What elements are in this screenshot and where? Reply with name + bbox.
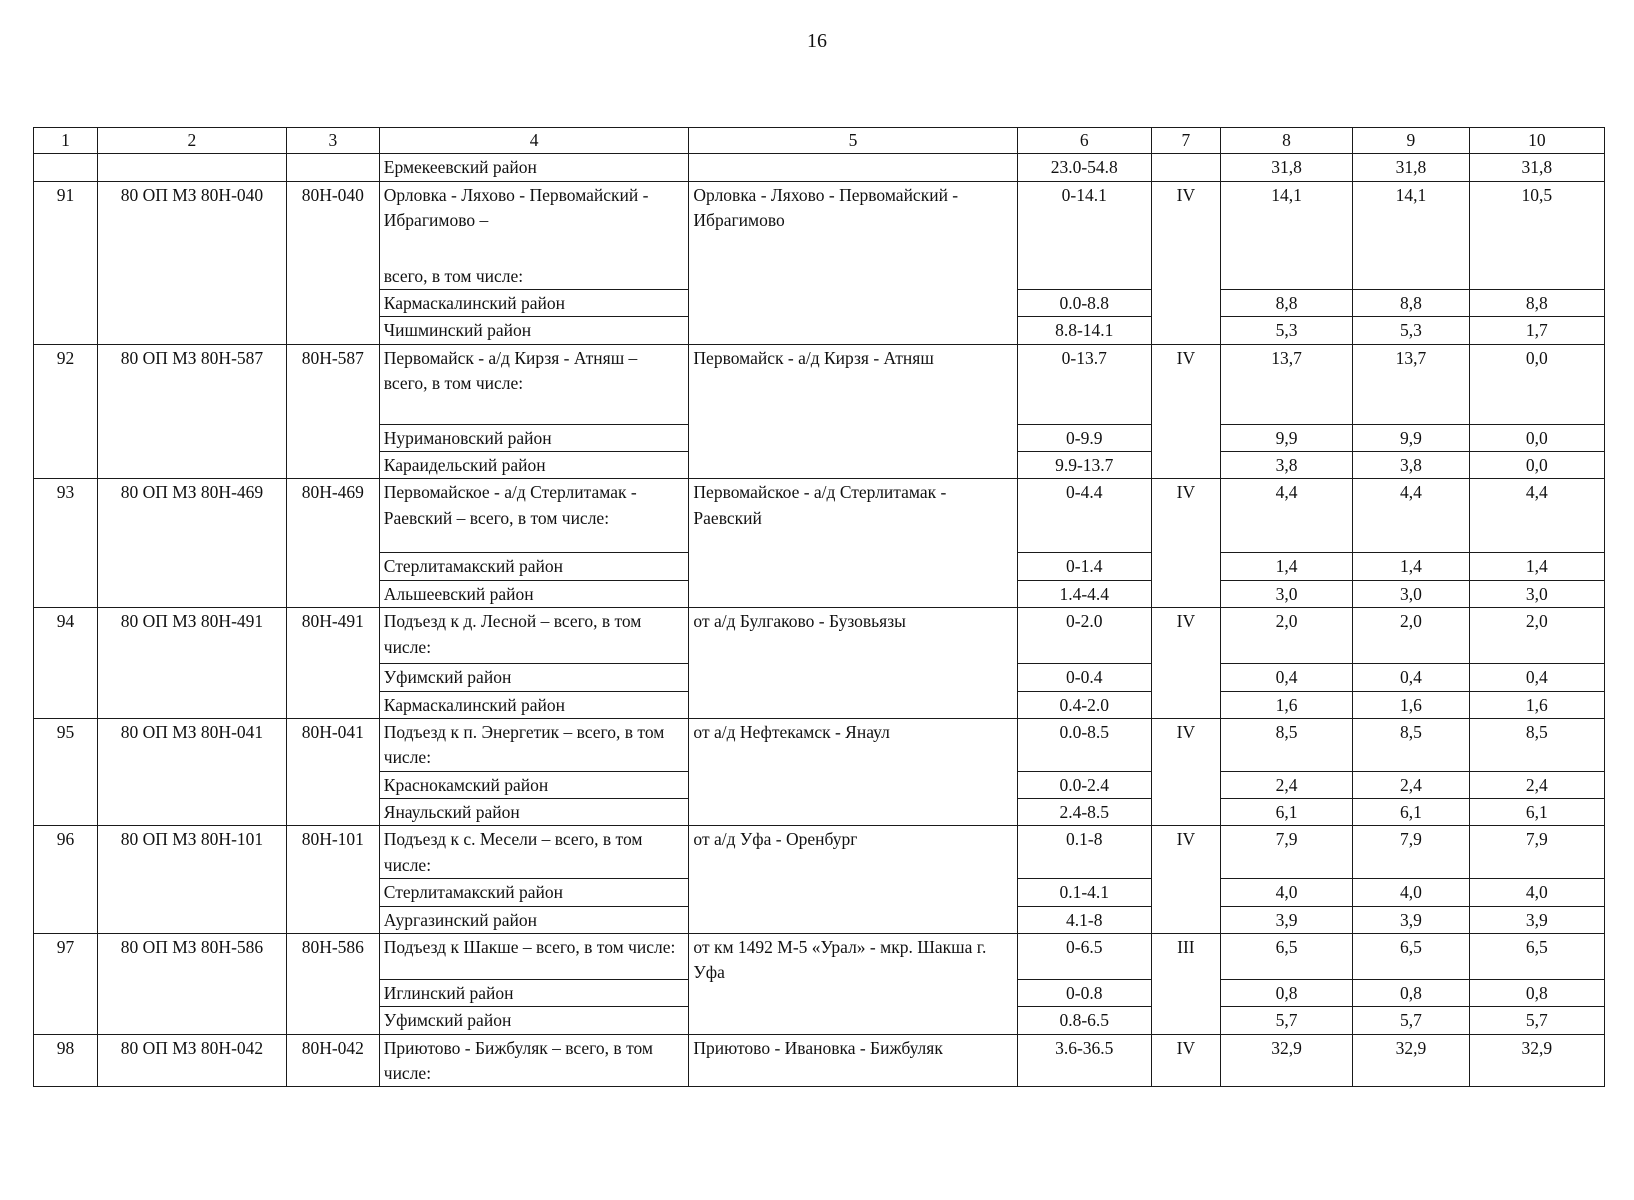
value-10: 32,9 [1469,1034,1604,1087]
table-row [34,1034,1605,1087]
road-id: 80 ОП МЗ 80Н-491 [97,608,286,719]
km-range: 0-14.1 [1017,181,1151,289]
value-9: 13,7 [1353,344,1470,424]
road-route: от а/д Нефтекамск - Янаул [689,718,1017,826]
district-name: Альшеевский район [379,580,689,607]
road-category: IV [1151,181,1220,344]
road-route: Первомайск - а/д Кирзя - Атняш [689,344,1017,479]
road-id: 80 ОП МЗ 80Н-040 [97,181,286,344]
km-range: 0-4.4 [1017,479,1151,553]
road-route: от а/д Уфа - Оренбург [689,826,1017,934]
value-8: 7,9 [1220,826,1352,879]
value-9: 31,8 [1353,154,1470,181]
road-code: 80Н-041 [286,718,379,826]
value-10: 4,4 [1469,479,1604,553]
value-10: 6,1 [1469,799,1604,826]
road-id: 80 ОП МЗ 80Н-469 [97,479,286,608]
road-code: 80Н-586 [286,933,379,1034]
district-name: Нуримановский район [379,424,689,451]
road-name-text: Орловка - Ляхово - Первомайский - Ибрагимово – [383,184,649,231]
value-9: 8,5 [1353,718,1470,771]
value-9: 1,6 [1353,691,1470,718]
district-name: Иглинский район [379,979,689,1006]
roads-table [33,127,1605,1087]
road-category: IV [1151,479,1220,608]
road-id: 80 ОП МЗ 80Н-101 [97,826,286,934]
km-range: 0.0-8.5 [1017,718,1151,771]
value-9: 2,0 [1353,608,1470,664]
road-category: IV [1151,826,1220,934]
value-9: 3,8 [1353,452,1470,479]
road-name [379,933,689,979]
value-9: 7,9 [1353,826,1470,879]
district-name: Уфимский район [379,664,689,691]
value-10: 0,0 [1469,424,1604,451]
value-10: 0,0 [1469,344,1604,424]
road-code: 80Н-040 [286,181,379,344]
value-9: 1,4 [1353,553,1470,580]
km-range: 0-13.7 [1017,344,1151,424]
table-row [34,826,1605,879]
value-8: 1,4 [1220,553,1352,580]
value-10: 8,8 [1469,289,1604,316]
value-8: 0,8 [1220,979,1352,1006]
value-8: 2,4 [1220,771,1352,798]
value-10: 7,9 [1469,826,1604,879]
value-10: 2,4 [1469,771,1604,798]
row-number: 92 [34,344,98,479]
row-number: 95 [34,718,98,826]
road-route: Первомайское - а/д Стерлитамак - Раевский [689,479,1017,608]
road-name [379,608,689,664]
value-9: 5,7 [1353,1007,1470,1034]
km-range: 1.4-4.4 [1017,580,1151,607]
road-name [379,181,689,289]
district-name: Ермекеевский район [379,154,689,181]
district-name: Стерлитамакский район [379,879,689,906]
road-code: 80Н-491 [286,608,379,719]
value-10: 10,5 [1469,181,1604,289]
km-range: 0.8-6.5 [1017,1007,1151,1034]
district-name: Краснокамский район [379,771,689,798]
road-name-text: Первомайск - а/д Кирзя - Атняш – всего, в том числе: [383,347,638,393]
value-8: 2,0 [1220,608,1352,664]
road-code: 80Н-469 [286,479,379,608]
table-row [34,344,1605,424]
row-number: 98 [34,1034,98,1087]
km-range: 8.8-14.1 [1017,317,1151,344]
km-range: 9.9-13.7 [1017,452,1151,479]
value-8: 8,8 [1220,289,1352,316]
row-number: 91 [34,181,98,344]
road-name [379,826,689,879]
value-9: 14,1 [1353,181,1470,289]
value-8: 9,9 [1220,424,1352,451]
km-range: 4.1-8 [1017,906,1151,933]
row-number: 93 [34,479,98,608]
table-row [34,608,1605,664]
header-cell: 5 [689,128,1017,154]
value-9: 9,9 [1353,424,1470,451]
value-8: 4,4 [1220,479,1352,553]
road-name-text: Подъезд к Шакше – всего, в том числе: [383,936,676,957]
value-8: 8,5 [1220,718,1352,771]
value-8: 13,7 [1220,344,1352,424]
km-range: 0.0-8.8 [1017,289,1151,316]
road-name-text: Приютово - Бижбуляк – всего, в том числе: [383,1037,653,1083]
value-10: 1,6 [1469,691,1604,718]
value-9: 3,9 [1353,906,1470,933]
km-range: 0.4-2.0 [1017,691,1151,718]
value-9: 6,5 [1353,933,1470,979]
value-8: 4,0 [1220,879,1352,906]
value-8: 3,9 [1220,906,1352,933]
value-10: 1,7 [1469,317,1604,344]
value-9: 0,4 [1353,664,1470,691]
table-row [34,181,1605,289]
km-range: 2.4-8.5 [1017,799,1151,826]
value-10: 8,5 [1469,718,1604,771]
km-range: 0-9.9 [1017,424,1151,451]
district-name: Караидельский район [379,452,689,479]
value-10: 0,4 [1469,664,1604,691]
road-code: 80Н-042 [286,1034,379,1087]
value-10: 1,4 [1469,553,1604,580]
road-name [379,1034,689,1087]
value-9: 0,8 [1353,979,1470,1006]
header-cell: 2 [97,128,286,154]
value-9: 2,4 [1353,771,1470,798]
header-cell: 4 [379,128,689,154]
header-cell: 7 [1151,128,1220,154]
district-name: Уфимский район [379,1007,689,1034]
value-8: 1,6 [1220,691,1352,718]
road-route: Орловка - Ляхово - Первомайский - Ибрагимово [689,181,1017,344]
road-name-text: Подъезд к с. Месели – всего, в том числе: [383,829,643,875]
header-cell: 9 [1353,128,1470,154]
km-range: 23.0-54.8 [1017,154,1151,181]
value-10: 2,0 [1469,608,1604,664]
road-name [379,479,689,553]
table-row [34,718,1605,771]
road-name-text: Подъезд к п. Энергетик – всего, в том числе: [383,721,665,768]
district-name: Чишминский район [379,317,689,344]
header-cell: 3 [286,128,379,154]
km-range: 3.6-36.5 [1017,1034,1151,1087]
road-route: Приютово - Ивановка - Бижбуляк [689,1034,1017,1087]
value-10: 0,0 [1469,452,1604,479]
km-range: 0.0-2.4 [1017,771,1151,798]
continuation-row [34,154,1605,181]
road-category: IV [1151,344,1220,479]
value-9: 6,1 [1353,799,1470,826]
value-8: 3,0 [1220,580,1352,607]
header-cell: 8 [1220,128,1352,154]
table-body [34,128,1605,1087]
road-category: III [1151,933,1220,1034]
value-8: 3,8 [1220,452,1352,479]
district-name: Янаульский район [379,799,689,826]
value-8: 32,9 [1220,1034,1352,1087]
road-code: 80Н-587 [286,344,379,479]
km-range: 0.1-8 [1017,826,1151,879]
value-10: 31,8 [1469,154,1604,181]
value-8: 6,5 [1220,933,1352,979]
row-number: 94 [34,608,98,719]
header-cell: 1 [34,128,98,154]
km-range: 0-2.0 [1017,608,1151,664]
district-name: Стерлитамакский район [379,553,689,580]
value-10: 4,0 [1469,879,1604,906]
road-id: 80 ОП МЗ 80Н-587 [97,344,286,479]
value-10: 3,9 [1469,906,1604,933]
road-category: IV [1151,718,1220,826]
road-category: IV [1151,608,1220,719]
value-9: 3,0 [1353,580,1470,607]
road-category: IV [1151,1034,1220,1087]
road-total-label: всего, в том числе: [383,265,524,286]
district-name: Кармаскалинский район [379,289,689,316]
value-9: 4,0 [1353,879,1470,906]
header-row [34,128,1605,154]
road-route: от км 1492 М-5 «Урал» - мкр. Шакша г. Уфа [689,933,1017,1034]
road-id: 80 ОП МЗ 80Н-586 [97,933,286,1034]
value-9: 5,3 [1353,317,1470,344]
value-8: 14,1 [1220,181,1352,289]
row-number: 96 [34,826,98,934]
value-10: 6,5 [1469,933,1604,979]
road-name [379,718,689,771]
value-9: 4,4 [1353,479,1470,553]
value-8: 5,3 [1220,317,1352,344]
road-id: 80 ОП МЗ 80Н-042 [97,1034,286,1087]
value-10: 3,0 [1469,580,1604,607]
value-10: 0,8 [1469,979,1604,1006]
km-range: 0.1-4.1 [1017,879,1151,906]
road-id: 80 ОП МЗ 80Н-041 [97,718,286,826]
road-code: 80Н-101 [286,826,379,934]
header-cell: 10 [1469,128,1604,154]
road-name [379,344,689,424]
km-range: 0-0.8 [1017,979,1151,1006]
row-number: 97 [34,933,98,1034]
road-name-text: Первомайское - а/д Стерлитамак - Раевский – всего, в том числе: [383,482,637,528]
road-route: от а/д Булгаково - Бузовьязы [689,608,1017,719]
value-8: 31,8 [1220,154,1352,181]
value-9: 32,9 [1353,1034,1470,1087]
km-range: 0-0.4 [1017,664,1151,691]
table-row [34,933,1605,979]
value-9: 8,8 [1353,289,1470,316]
table-row [34,479,1605,553]
road-name-text: Подъезд к д. Лесной – всего, в том числе: [383,611,642,657]
value-8: 0,4 [1220,664,1352,691]
header-cell: 6 [1017,128,1151,154]
km-range: 0-1.4 [1017,553,1151,580]
page-number: 16 [807,30,827,52]
value-8: 6,1 [1220,799,1352,826]
district-name: Аургазинский район [379,906,689,933]
district-name: Кармаскалинский район [379,691,689,718]
value-10: 5,7 [1469,1007,1604,1034]
km-range: 0-6.5 [1017,933,1151,979]
value-8: 5,7 [1220,1007,1352,1034]
